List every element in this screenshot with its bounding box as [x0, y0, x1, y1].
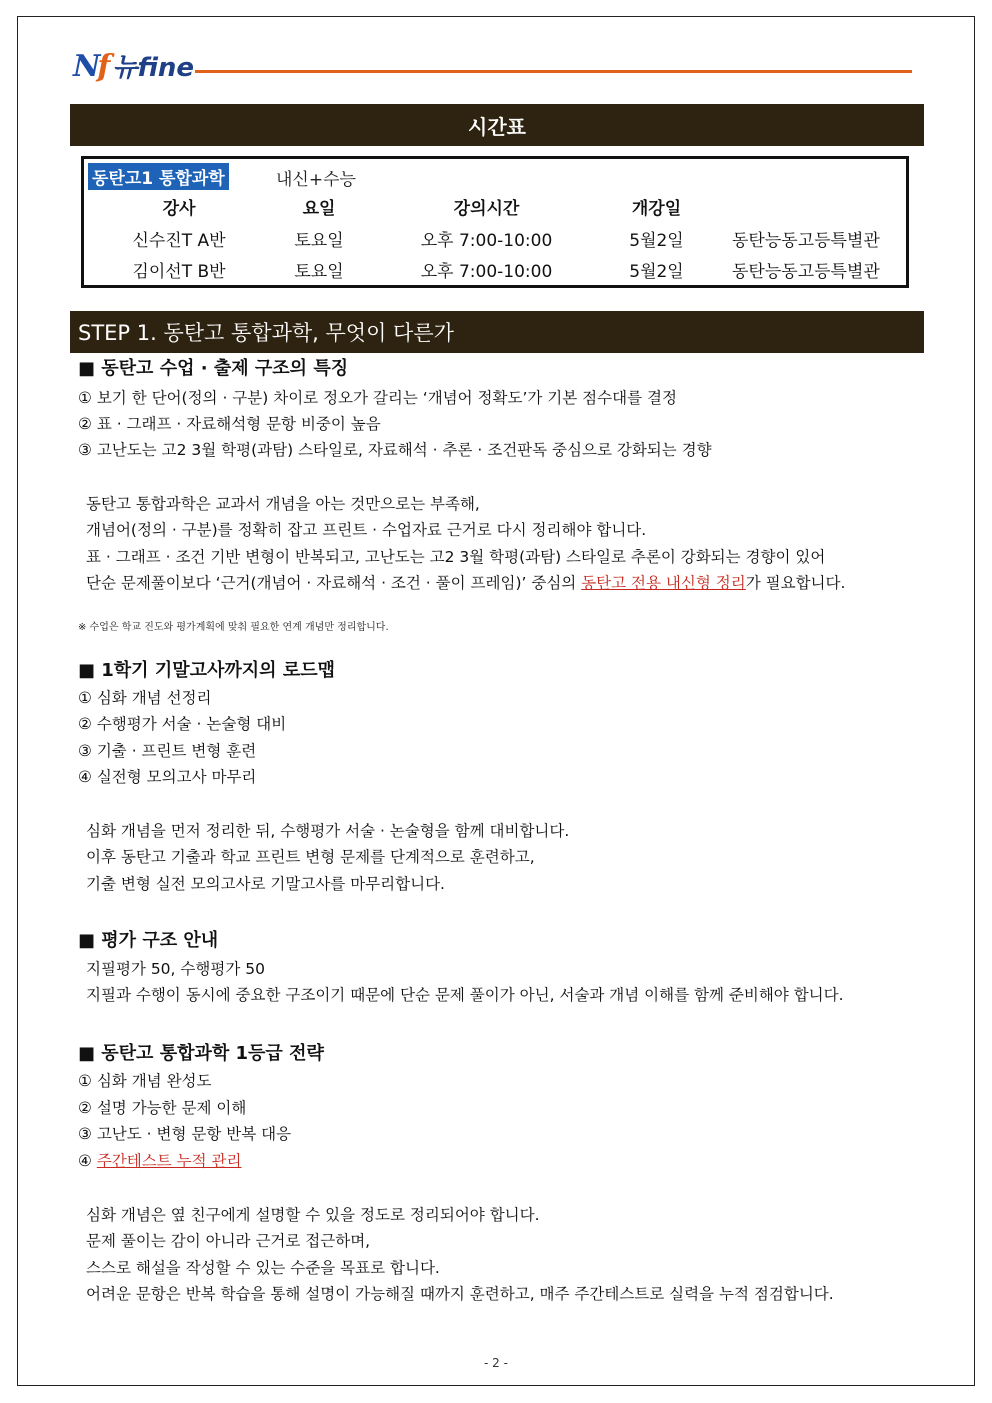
cell-instructor: 김이선T B반 [132, 262, 226, 282]
paragraph-line: 심화 개념은 옆 친구에게 설명할 수 있을 정도로 정리되어야 합니다. [86, 1206, 540, 1224]
cell-time: 오후 7:00-10:00 [420, 231, 553, 251]
cell-location: 동탄능동고등특별관 [732, 231, 880, 251]
paragraph-line: 개념어(정의 · 구분)를 정확히 잡고 프린트 · 수업자료 근거로 다시 정리해야 합니다. [86, 521, 647, 539]
list-item: ② 설명 가능한 문제 이해 [78, 1099, 247, 1117]
timetable-header-row [84, 194, 906, 224]
paragraph-line: 표 · 그래프 · 조건 기반 변형이 반복되고, 고난도는 고2 3월 학평(과탐) 스타일로 추론이 강화되는 경향이 있어 [86, 548, 826, 566]
header-start-date: 개강일 [631, 199, 682, 219]
logo-mark: Nf [73, 49, 108, 84]
list-item: ① 보기 한 단어(정의 · 구분) 차이로 정오가 갈리는 ‘개념어 정확도’가 기본 점수대를 결정 [78, 389, 677, 407]
list-item: ② 표 · 그래프 · 자료해석형 문항 비중이 높음 [78, 415, 381, 433]
paragraph-line: 동탄고 통합과학은 교과서 개념을 아는 것만으로는 부족해, [86, 495, 480, 513]
list-item: ① 심화 개념 선정리 [78, 689, 212, 707]
header-day: 요일 [302, 199, 336, 219]
table-row [84, 257, 906, 287]
paragraph-line: 문제 풀이는 감이 아니라 근거로 접근하며, [86, 1232, 371, 1250]
timetable [81, 156, 909, 288]
list-item: ① 심화 개념 완성도 [78, 1072, 212, 1090]
timetable-note: 내신+수능 [276, 170, 356, 190]
cell-location: 동탄능동고등특별관 [732, 262, 880, 282]
cell-time: 오후 7:00-10:00 [420, 262, 553, 282]
section-heading: ■ 동탄고 통합과학 1등급 전략 [78, 1043, 324, 1064]
list-item: ③ 고난도는 고2 3월 학평(과탐) 스타일로, 자료해석 · 추론 · 조건판독 중심으로 강화되는 경향 [78, 441, 712, 459]
paragraph-line: 스스로 해설을 작성할 수 있는 수준을 목표로 합니다. [86, 1259, 440, 1277]
header-instructor: 강사 [162, 199, 196, 219]
section-heading: ■ 평가 구조 안내 [78, 930, 219, 951]
cell-day: 토요일 [294, 231, 344, 251]
highlight-text: 주간테스트 누적 관리 [96, 1152, 242, 1170]
paragraph-line: 어려운 문항은 반복 학습을 통해 설명이 가능해질 때까지 훈련하고, 매주 주간테스트로 실력을 누적 점검합니다. [86, 1285, 834, 1303]
paragraph-line: 지필과 수행이 동시에 중요한 구조이기 때문에 단순 문제 풀이가 아닌, 서술과 개념 이해를 함께 준비해야 합니다. [86, 986, 844, 1004]
logo [73, 47, 194, 84]
highlight-text: 동탄고 전용 내신형 정리 [581, 574, 746, 592]
list-item: ③ 기출 · 프린트 변형 훈련 [78, 742, 257, 760]
paragraph-line: 기출 변형 실전 모의고사로 기말고사를 마무리합니다. [86, 875, 445, 893]
step-title: STEP 1. 동탄고 통합과학, 무엇이 다른가 [70, 311, 924, 353]
list-item: ② 수행평가 서술 · 논술형 대비 [78, 715, 287, 733]
list-item: ④ 실전형 모의고사 마무리 [78, 768, 257, 786]
list-item: ④ 주간테스트 누적 관리 [78, 1152, 242, 1170]
section-heading: ■ 1학기 기말고사까지의 로드맵 [78, 660, 335, 681]
paragraph-line: 심화 개념을 먼저 정리한 뒤, 수행평가 서술 · 논술형을 함께 대비합니다. [86, 822, 570, 840]
header-time: 강의시간 [453, 199, 520, 219]
paragraph-line: 지필평가 50, 수행평가 50 [86, 960, 265, 978]
cell-start-date: 5월2일 [629, 262, 684, 282]
cell-start-date: 5월2일 [629, 231, 684, 251]
section-heading: ■ 동탄고 수업 · 출제 구조의 특징 [78, 358, 349, 379]
list-item: ③ 고난도 · 변형 문항 반복 대응 [78, 1125, 292, 1143]
logo-text: 뉴fine [112, 53, 195, 83]
table-row [84, 226, 906, 256]
cell-instructor: 신수진T A반 [132, 231, 226, 251]
footnote: ※ 수업은 학교 진도와 평가계획에 맞춰 필요한 연계 개념만 정리합니다. [78, 622, 389, 633]
page-title: 시간표 [70, 104, 924, 146]
paragraph-line: 단순 문제풀이보다 ‘근거(개념어 · 자료해석 · 조건 · 풀이 프레임)’ 중심의 동탄고 전용 내신형 정리가 필요합니다. [86, 574, 846, 592]
header-rule [195, 70, 912, 73]
page-number: - 2 - [484, 1356, 508, 1370]
paragraph-line: 이후 동탄고 기출과 학교 프린트 변형 문제를 단계적으로 훈련하고, [86, 848, 535, 866]
cell-day: 토요일 [294, 262, 344, 282]
timetable-subject: 동탄고1 통합과학 [88, 163, 229, 190]
